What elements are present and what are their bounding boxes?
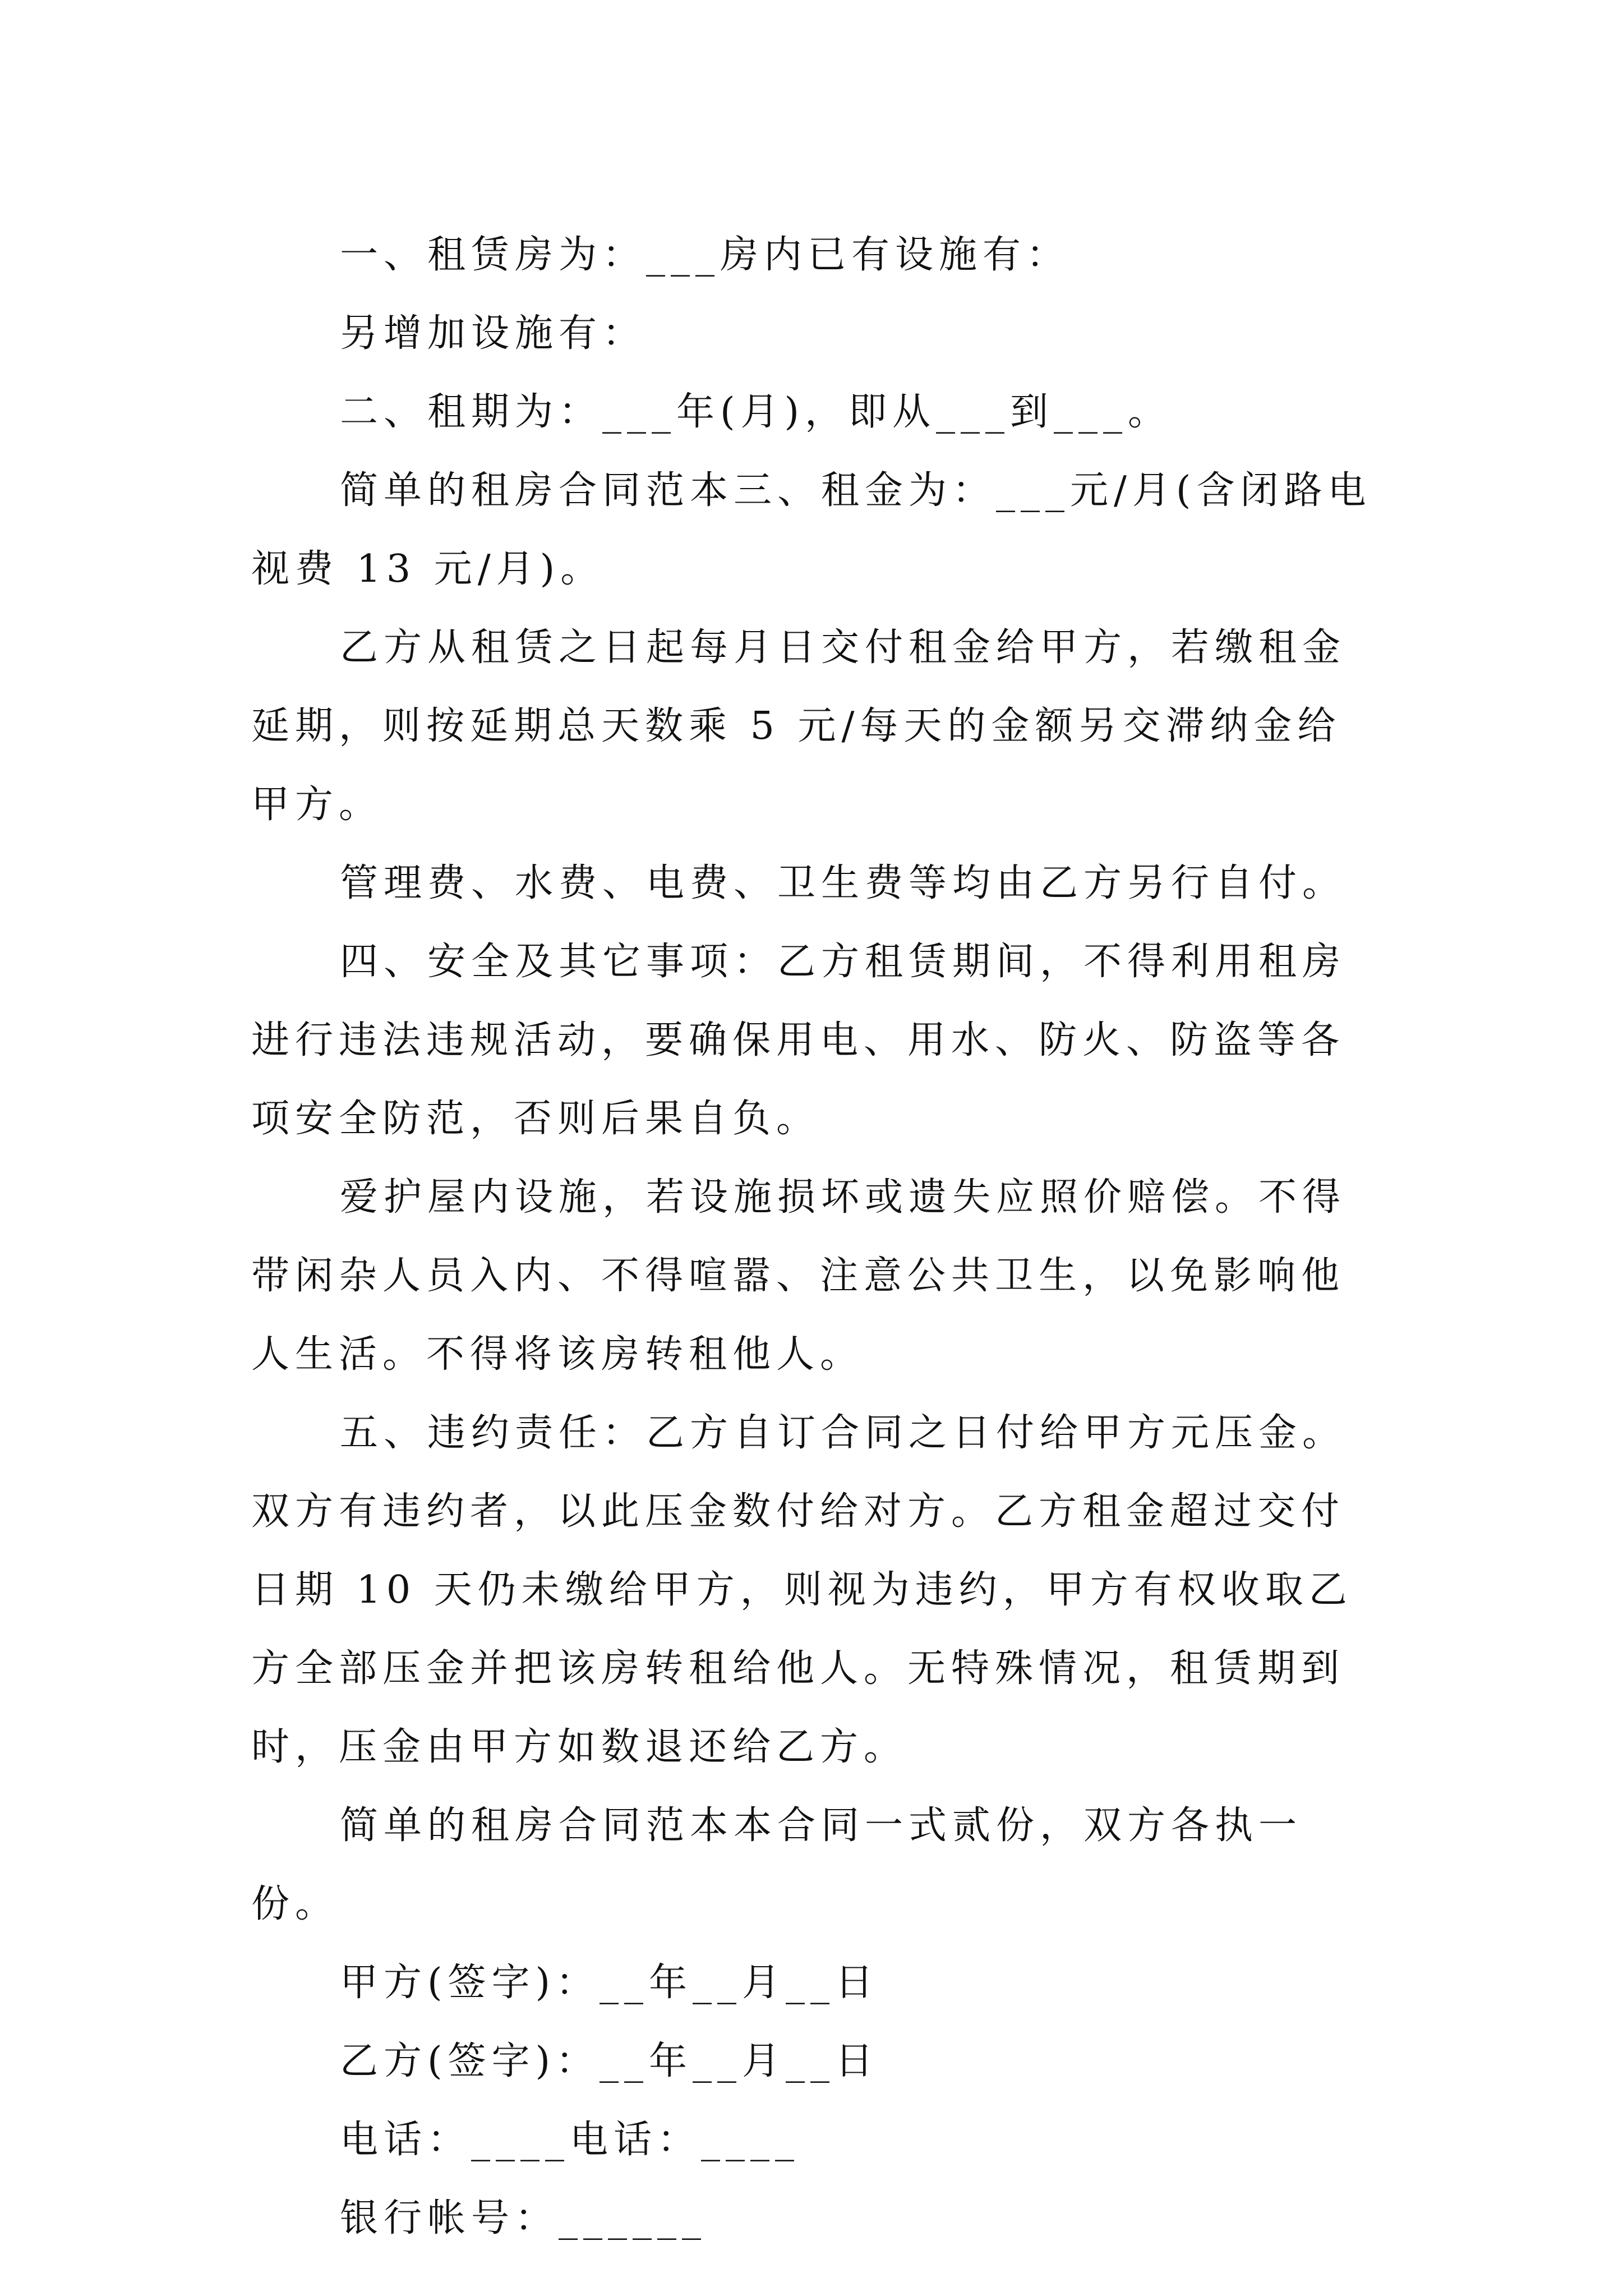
clause-safety: 四、安全及其它事项：乙方租赁期间，不得利用租房进行违法违规活动，要确保用电、用水、防火、防盗等各项安全防范，否则后果自负。 [251, 940, 1347, 1141]
clause-payment: 乙方从租赁之日起每月日交付租金给甲方，若缴租金延期，则按延期总天数乘 5 元/每天的金额另交滞纳金给甲方。 [251, 625, 1347, 827]
clause-lease-term: 二、租期为：___年(月)，即从___到___。 [340, 390, 1172, 434]
bank-account-line: 银行帐号：______ [340, 2196, 707, 2240]
contract-body [251, 216, 1378, 2258]
signature-party-b: 乙方(签字)：__年__月__日 [340, 2039, 879, 2083]
clause-care: 爱护屋内设施，若设施损坏或遗失应照价赔偿。不得带闲杂人员入内、不得喧嚣、注意公共卫生，以免影响他人生活。不得将该房转租他人。 [251, 1175, 1347, 1377]
phone-line: 电话：____电话：____ [340, 2118, 800, 2162]
clause-additional-facilities: 另增加设施有： [340, 311, 647, 356]
clause-fees: 管理费、水费、电费、卫生费等均由乙方另行自付。 [340, 861, 1347, 905]
clause-premises: 一、租赁房为：___房内已有设施有： [340, 233, 1071, 277]
clause-breach: 五、违约责任：乙方自订合同之日付给甲方元压金。双方有违约者，以此压金数付给对方。乙方租金超过交付日期 10 天仍未缴给甲方，则视为违约，甲方有权收取乙方全部压金并把该房转租给他人。无特殊情况，租赁期到时，压金由甲方如数退还给乙方。 [251, 1411, 1353, 1769]
clause-copies: 简单的租房合同范本本合同一式贰份，双方各执一份。 [251, 1803, 1303, 1926]
clause-rent: 简单的租房合同范本三、租金为：___元/月(含闭路电视费 13 元/月)。 [251, 468, 1372, 591]
signature-party-a: 甲方(签字)：__年__月__日 [340, 1961, 879, 2005]
